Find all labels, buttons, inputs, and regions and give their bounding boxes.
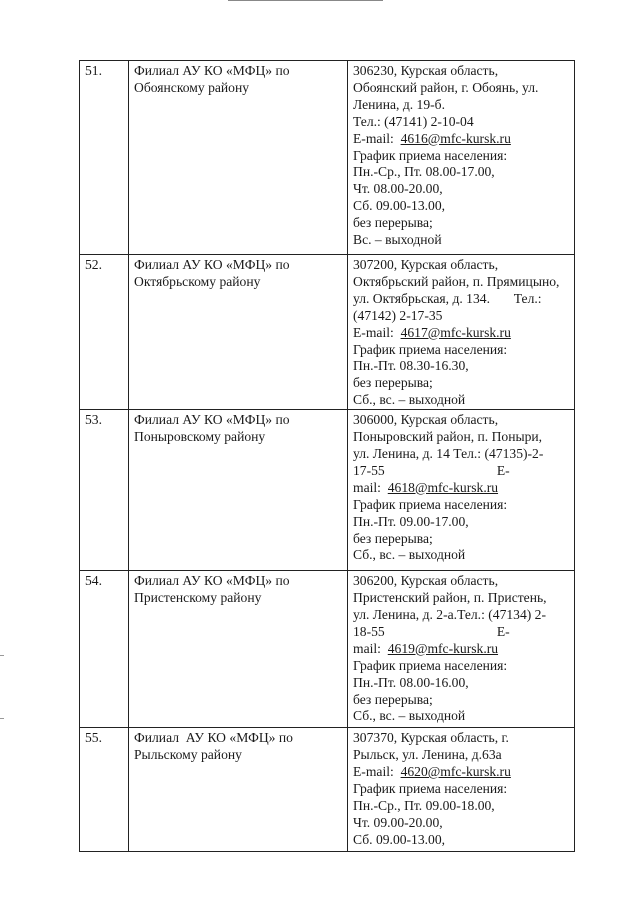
address-line: Пристенский район, п. Пристень, [353, 590, 547, 606]
email-link[interactable]: 4617@mfc-kursk.ru [400, 324, 511, 340]
email-line [353, 131, 570, 148]
email-link[interactable]: 4620@mfc-kursk.ru [400, 763, 511, 779]
schedule-line: Сб., вс. – выходной [353, 392, 466, 408]
address-line: 307200, Курская область, [353, 257, 499, 272]
margin-mark [0, 655, 4, 656]
branch-contacts [348, 61, 575, 255]
schedule-line: Чт. 09.00-20.00, [353, 814, 443, 830]
header-rule [228, 0, 383, 1]
schedule-line: Пн.-Пт. 08.30-16.30, [353, 358, 469, 374]
address-line: Октябрьский район, п. Прямицыно, [353, 273, 560, 289]
row-number: 51. [80, 61, 129, 255]
address-line: ул. Ленина, д. 2-а.Тел.: (47134) 2- [353, 606, 547, 622]
branch-name-line: Поныровскому району [134, 429, 266, 445]
email-line [353, 764, 570, 781]
email-prefix: E-mail: [353, 763, 394, 779]
branch-name [129, 728, 348, 852]
schedule-line: График приема населения: [353, 147, 508, 163]
email-line [353, 325, 570, 342]
schedule-line: Сб. 09.00-13.00, [353, 198, 446, 214]
schedule-line: Пн.-Ср., Пт. 09.00-18.00, [353, 797, 495, 813]
branch-name-line: Рыльскому району [134, 747, 242, 763]
schedule-line: Сб., вс. – выходной [353, 708, 466, 724]
schedule-line: без перерыва; [353, 375, 433, 391]
branch-name-line: Филиал АУ КО «МФЦ» по [134, 412, 290, 428]
branch-name-line: Филиал АУ КО «МФЦ» по [134, 730, 293, 746]
email-prefix: E-mail: [353, 130, 394, 146]
schedule-line: Сб., вс. – выходной [353, 547, 466, 563]
branch-name-line: Пристенскому району [134, 590, 262, 606]
row-number: 54. [80, 571, 129, 728]
address-line: 17-55 E- [353, 462, 510, 478]
schedule-line: Вс. – выходной [353, 232, 442, 248]
table-row [80, 410, 575, 571]
email-prefix: E-mail: [353, 324, 394, 340]
address-line: (47142) 2-17-35 [353, 307, 443, 323]
row-number: 52. [80, 255, 129, 410]
branch-name [129, 255, 348, 410]
email-line [353, 480, 570, 497]
address-line: 307370, Курская область, г. [353, 730, 509, 746]
branch-name [129, 571, 348, 728]
email-link[interactable]: 4619@mfc-kursk.ru [387, 640, 499, 656]
address-line: ул. Ленина, д. 14 Тел.: (47135)-2- [353, 445, 544, 461]
row-number: 53. [80, 410, 129, 571]
address-line: Поныровский район, п. Поныри, [353, 429, 543, 445]
address-line: 306000, Курская область, [353, 412, 499, 428]
schedule-line: Пн.-Ср., Пт. 08.00-17.00, [353, 164, 495, 180]
schedule-line: без перерыва; [353, 691, 433, 707]
address-line: Рыльск, ул. Ленина, д.63а [353, 747, 502, 763]
address-line: ул. Октябрьская, д. 134. Тел.: [353, 290, 542, 306]
schedule-line: График приема населения: [353, 780, 508, 796]
address-line: 306200, Курская область, [353, 573, 499, 589]
row-number: 55. [80, 728, 129, 852]
email-line [353, 641, 570, 658]
table-row [80, 255, 575, 410]
branch-name-line: Филиал АУ КО «МФЦ» по [134, 63, 290, 78]
schedule-line: График приема населения: [353, 341, 508, 357]
address-line: 18-55 E- [353, 623, 510, 639]
schedule-line: График приема населения: [353, 496, 508, 512]
branch-name-line: Филиал АУ КО «МФЦ» по [134, 573, 290, 589]
branch-name-line: Октябрьскому району [134, 273, 261, 289]
margin-mark [0, 718, 4, 719]
branch-name [129, 410, 348, 571]
table-row [80, 571, 575, 728]
schedule-line: Пн.-Пт. 08.00-16.00, [353, 674, 469, 690]
address-line: Ленина, д. 19-б. [353, 96, 445, 112]
schedule-line: График приема населения: [353, 657, 508, 673]
schedule-line: без перерыва; [353, 215, 433, 231]
branch-contacts [348, 728, 575, 852]
table-row [80, 728, 575, 852]
branch-contacts [348, 571, 575, 728]
branch-name-line: Филиал АУ КО «МФЦ» по [134, 257, 290, 272]
branch-contacts [348, 410, 575, 571]
branch-name-line: Обоянскому району [134, 79, 250, 95]
schedule-line: Пн.-Пт. 09.00-17.00, [353, 513, 469, 529]
branches-table [79, 60, 575, 852]
email-link[interactable]: 4616@mfc-kursk.ru [400, 130, 511, 146]
address-line: 306230, Курская область, [353, 63, 499, 78]
schedule-line: без перерыва; [353, 530, 433, 546]
email-prefix: mail: [353, 479, 381, 495]
phone-line: Тел.: (47141) 2-10-04 [353, 113, 474, 129]
address-line: Обоянский район, г. Обоянь, ул. [353, 79, 539, 95]
schedule-line: Сб. 09.00-13.00, [353, 831, 446, 847]
email-prefix: mail: [353, 640, 381, 656]
email-link[interactable]: 4618@mfc-kursk.ru [387, 479, 499, 495]
table-row [80, 61, 575, 255]
schedule-line: Чт. 08.00-20.00, [353, 181, 443, 197]
branch-contacts [348, 255, 575, 410]
branch-name [129, 61, 348, 255]
